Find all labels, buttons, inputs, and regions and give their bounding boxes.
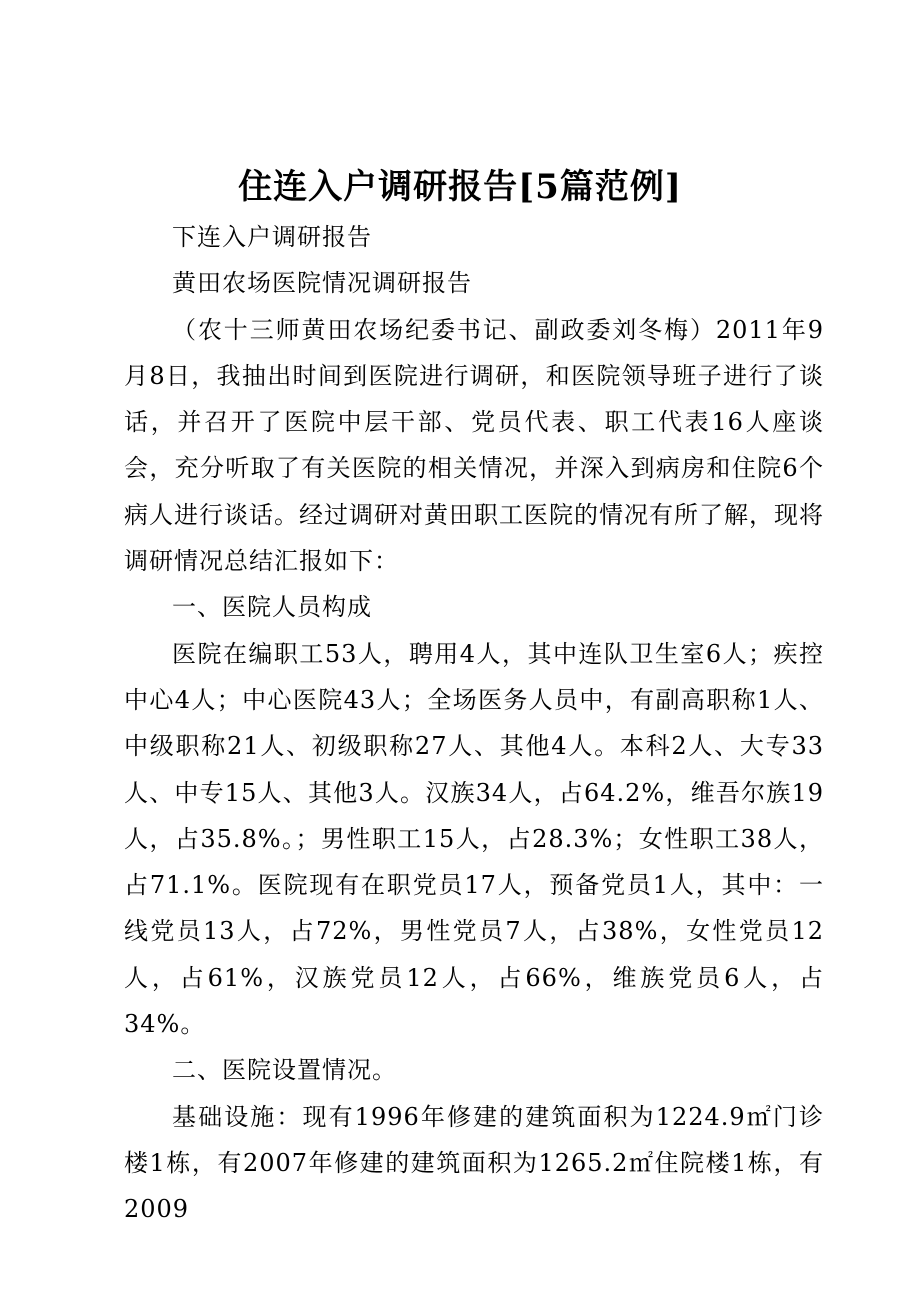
paragraph-report-title: 黄田农场医院情况调研报告 — [172, 269, 472, 298]
paragraph-subtitle: 下连入户调研报告 — [172, 223, 372, 251]
paragraph-staff: 医院在编职工53人，聘用4人，其中连队卫生室6人；疾控中心4人；中心医院43人；全场医务人员中，有副高职称1人、中级职称21人、初级职称27人、其他4人。本科2人、大专33人、中专15人、其他3人。汉族34人，占64.2%，维吾尔族19人，占35.8%。；男性职工15人，占28.3%；女性职工38人，占71.1%。医院现有在职党员17人，预备党员1人，其中：一线党员13人，占72%，男性党员7人，占38%，女性党员12人，占61%，汉族党员12人，占66%，维族党员6人，占34%。 — [124, 639, 824, 1039]
section-heading-staff: 一、医院人员构成 — [172, 593, 372, 622]
document-title: 住连入户调研报告[5篇范例] — [238, 167, 682, 207]
document-body — [124, 214, 824, 1233]
paragraph-intro: （农十三师黄田农场纪委书记、副政委刘冬梅）2011年9月8日，我抽出时间到医院进行调研，和医院领导班子进行了谈话，并召开了医院中层干部、党员代表、职工代表16人座谈会，充分听取了有关医院的相关情况，并深入到病房和住院6个病人进行谈话。经过调研对黄田职工医院的情况有所了解，现将调研情况总结汇报如下： — [124, 315, 824, 576]
section-heading-facilities: 二、医院设置情况。 — [172, 1056, 397, 1085]
paragraph-facilities: 基础设施：现有1996年修建的建筑面积为1224.9㎡门诊楼1栋，有2007年修建的建筑面积为1265.2㎡住院楼1栋，有2009 — [124, 1102, 824, 1224]
